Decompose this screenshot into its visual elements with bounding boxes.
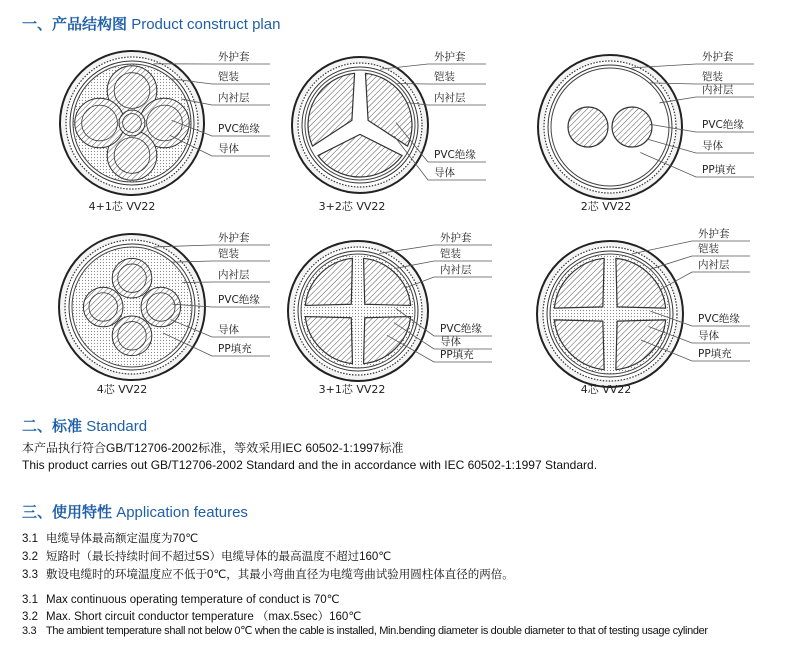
standard-text-en: This product carries out GB/T12706-2002 Standard and the in accordance with IEC 60502-1:1997 Standard. (22, 458, 598, 472)
feature-en-1: 3.1 Max continuous operating temperature of conduct is 70℃ (22, 594, 340, 606)
cable-diagram (60, 50, 270, 213)
diagram-caption: 4芯 VV22 (580, 383, 632, 396)
layer-label: 导体 (218, 143, 239, 155)
feature-en-2: 3.2 Max. Short circuit conductor temperature （max.5sec）160℃ (22, 611, 362, 623)
diagram-caption: 2芯 VV22 (580, 200, 632, 213)
layer-label: 内衬层 (698, 259, 730, 271)
pp-filler (550, 254, 670, 374)
layer-label: PP填充 (702, 164, 736, 176)
layer-label: PVC绝缘 (218, 294, 260, 306)
section-english-title: Application features (116, 504, 248, 521)
conductor-core (112, 258, 152, 298)
diagram-caption: 4+1芯 VV22 (88, 200, 156, 213)
leader-line (182, 282, 270, 283)
layer-label: 铠装 (702, 71, 723, 83)
cable-diagram (537, 227, 750, 396)
layer-label: 外护套 (218, 232, 250, 244)
layer-label: 铠装 (218, 71, 239, 83)
layer-label: PP填充 (440, 349, 474, 361)
section-title-standard (22, 415, 147, 436)
layer-label: 外护套 (698, 228, 730, 240)
layer-label: PVC绝缘 (434, 149, 476, 161)
layer-label: PP填充 (698, 348, 732, 360)
conductor-core (568, 107, 608, 147)
layer-label: 内衬层 (218, 92, 250, 104)
feature-en-3: 3.3 The ambient temperature shall not below 0℃ when the cable is installed, Min.bending diameter is double diameter to that of testing usage cylinder (22, 625, 708, 637)
conductor-core (83, 287, 123, 327)
layer-label: 外护套 (218, 51, 250, 63)
layer-label: PVC绝缘 (698, 313, 740, 325)
conductor-core (112, 316, 152, 356)
layer-label: 导体 (218, 324, 239, 336)
layer-label: 外护套 (440, 232, 472, 244)
layer-label: 内衬层 (702, 84, 734, 96)
standard-text-cn: 本产品执行符合GB/T12706-2002标准，等效采用IEC 60502-1:1997标准 (22, 441, 404, 455)
section-number: 二、标准 (22, 418, 83, 435)
conductor-core (612, 107, 652, 147)
diagram-caption: 3+1芯 VV22 (318, 383, 386, 396)
layer-label: 导体 (440, 336, 461, 348)
layer-label: 内衬层 (218, 269, 250, 281)
layer-label: 铠装 (434, 71, 455, 83)
layer-label: PP填充 (218, 343, 252, 355)
section-english-title: Product construct plan (131, 16, 281, 33)
layer-label: 导体 (702, 140, 723, 152)
section-number: 三、使用特性 (22, 504, 113, 521)
section-english-title: Standard (86, 418, 148, 435)
layer-label: 导体 (434, 167, 455, 179)
layer-label: 内衬层 (434, 92, 466, 104)
layer-label: PVC绝缘 (218, 123, 260, 135)
conductor-core (75, 98, 125, 148)
layer-label: 内衬层 (440, 264, 472, 276)
cable-diagram (538, 50, 754, 213)
feature-cn-1: 3.1 电缆导体最高额定温度为70℃ (22, 533, 199, 545)
cable-diagram (59, 231, 270, 396)
layer-label: 导体 (698, 330, 719, 342)
layer-label: 外护套 (702, 51, 734, 63)
layer-label: PVC绝缘 (440, 323, 482, 335)
diagram-caption: 3+2芯 VV22 (318, 200, 386, 213)
layer-label: 外护套 (434, 51, 466, 63)
layer-label: 铠装 (218, 248, 239, 260)
pp-filler (301, 254, 415, 368)
feature-cn-3: 3.3 敷设电缆时的环境温度应不低于0℃，其最小弯曲直径为电缆弯曲试验用圆柱体直径的两倍。 (22, 569, 514, 581)
conductor-core (119, 110, 145, 136)
layer-label: 铠装 (698, 243, 719, 255)
layer-label: 铠装 (440, 248, 461, 260)
diagram-caption: 4芯 VV22 (96, 383, 148, 396)
section-number: 一、产品结构图 (22, 16, 128, 33)
layer-label: PVC绝缘 (702, 119, 744, 131)
cable-diagram (288, 231, 492, 396)
feature-cn-2: 3.2 短路时（最长持续时间不超过5S）电缆导体的最高温度不超过160℃ (22, 551, 392, 563)
cable-diagram (292, 50, 486, 213)
section-title-features (22, 501, 248, 522)
